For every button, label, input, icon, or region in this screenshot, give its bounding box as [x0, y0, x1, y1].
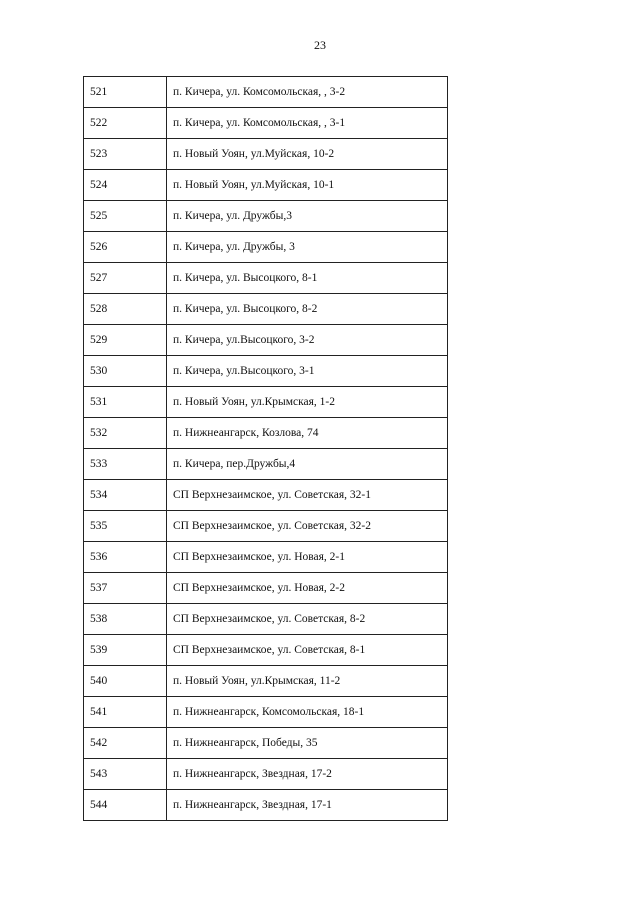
table-row: [84, 77, 448, 108]
address-cell: СП Верхнезаимское, ул. Новая, 2-2: [167, 573, 448, 604]
table-row: [84, 201, 448, 232]
table-row: [84, 635, 448, 666]
address-cell: п. Кичера, ул.Высоцкого, 3-2: [167, 325, 448, 356]
table-row: [84, 573, 448, 604]
address-cell: п. Нижнеангарск, Звездная, 17-2: [167, 759, 448, 790]
table-row: [84, 759, 448, 790]
table-row: [84, 728, 448, 759]
table-row: [84, 170, 448, 201]
table-row: [84, 232, 448, 263]
row-number-cell: 531: [84, 387, 167, 418]
address-cell: п. Новый Уоян, ул.Муйская, 10-1: [167, 170, 448, 201]
row-number-cell: 533: [84, 449, 167, 480]
row-number-cell: 532: [84, 418, 167, 449]
table-row: [84, 294, 448, 325]
row-number-cell: 536: [84, 542, 167, 573]
table-row: [84, 790, 448, 821]
address-table-body: [84, 77, 448, 821]
address-cell: п. Нижнеангарск, Комсомольская, 18-1: [167, 697, 448, 728]
row-number-cell: 525: [84, 201, 167, 232]
address-cell: п. Новый Уоян, ул.Крымская, 11-2: [167, 666, 448, 697]
row-number-cell: 528: [84, 294, 167, 325]
address-cell: п. Кичера, ул.Высоцкого, 3-1: [167, 356, 448, 387]
address-cell: п. Нижнеангарск, Звездная, 17-1: [167, 790, 448, 821]
table-row: [84, 387, 448, 418]
table-row: [84, 542, 448, 573]
table-row: [84, 449, 448, 480]
table-row: [84, 356, 448, 387]
row-number-cell: 529: [84, 325, 167, 356]
table-row: [84, 604, 448, 635]
table-row: [84, 511, 448, 542]
row-number-cell: 539: [84, 635, 167, 666]
row-number-cell: 524: [84, 170, 167, 201]
table-row: [84, 480, 448, 511]
row-number-cell: 542: [84, 728, 167, 759]
table-row: [84, 697, 448, 728]
address-cell: СП Верхнезаимское, ул. Советская, 32-2: [167, 511, 448, 542]
row-number-cell: 537: [84, 573, 167, 604]
page-number: 23: [314, 38, 326, 52]
row-number-cell: 540: [84, 666, 167, 697]
row-number-cell: 544: [84, 790, 167, 821]
address-cell: п. Новый Уоян, ул.Крымская, 1-2: [167, 387, 448, 418]
address-cell: п. Кичера, ул. Дружбы,3: [167, 201, 448, 232]
table-row: [84, 418, 448, 449]
table-row: [84, 325, 448, 356]
address-cell: п. Кичера, пер.Дружбы,4: [167, 449, 448, 480]
row-number-cell: 534: [84, 480, 167, 511]
row-number-cell: 526: [84, 232, 167, 263]
address-cell: п. Кичера, ул. Комсомольская, , 3-2: [167, 77, 448, 108]
address-cell: п. Новый Уоян, ул.Муйская, 10-2: [167, 139, 448, 170]
row-number-cell: 543: [84, 759, 167, 790]
address-cell: п. Кичера, ул. Комсомольская, , 3-1: [167, 108, 448, 139]
row-number-cell: 523: [84, 139, 167, 170]
address-cell: СП Верхнезаимское, ул. Советская, 8-1: [167, 635, 448, 666]
address-cell: СП Верхнезаимское, ул. Советская, 8-2: [167, 604, 448, 635]
row-number-cell: 521: [84, 77, 167, 108]
address-cell: п. Кичера, ул. Высоцкого, 8-2: [167, 294, 448, 325]
address-table: [83, 76, 448, 821]
address-cell: п. Нижнеангарск, Победы, 35: [167, 728, 448, 759]
row-number-cell: 535: [84, 511, 167, 542]
address-cell: п. Кичера, ул. Высоцкого, 8-1: [167, 263, 448, 294]
address-cell: п. Нижнеангарск, Козлова, 74: [167, 418, 448, 449]
row-number-cell: 538: [84, 604, 167, 635]
table-row: [84, 666, 448, 697]
row-number-cell: 530: [84, 356, 167, 387]
table-row: [84, 263, 448, 294]
address-cell: СП Верхнезаимское, ул. Советская, 32-1: [167, 480, 448, 511]
row-number-cell: 527: [84, 263, 167, 294]
table-row: [84, 139, 448, 170]
row-number-cell: 522: [84, 108, 167, 139]
row-number-cell: 541: [84, 697, 167, 728]
address-cell: п. Кичера, ул. Дружбы, 3: [167, 232, 448, 263]
address-cell: СП Верхнезаимское, ул. Новая, 2-1: [167, 542, 448, 573]
table-row: [84, 108, 448, 139]
